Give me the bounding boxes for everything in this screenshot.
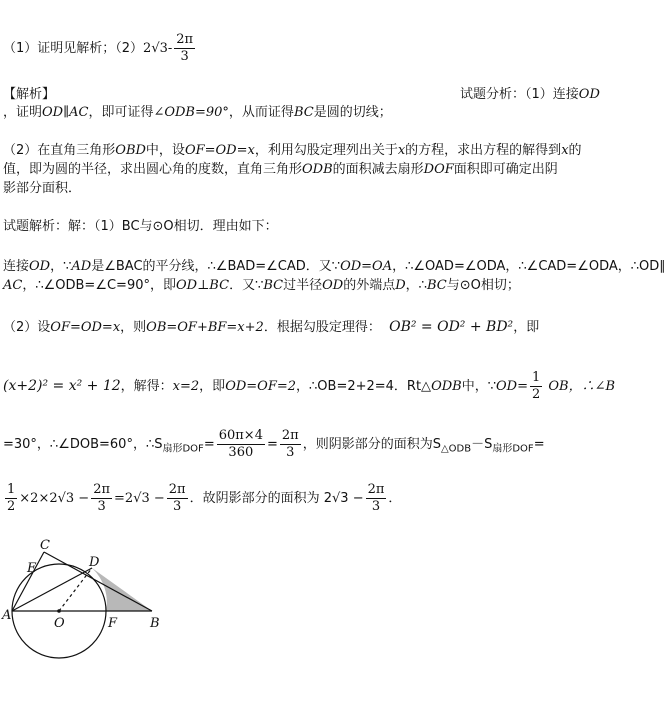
fin-b: =2√3 − <box>114 491 165 506</box>
answer-expr: 2√3- <box>143 41 173 56</box>
fin-f3-den: 3 <box>173 499 182 514</box>
s-p2d: OB=OF+BF=x+2 <box>146 320 264 335</box>
analysis-intro-text: 试题分析：（1）连接 <box>460 87 579 102</box>
solution-p2-line <box>3 318 539 337</box>
final-frac2 <box>91 482 112 515</box>
fin-f1-den: 2 <box>7 499 16 514</box>
answer-frac-den: 3 <box>180 49 189 64</box>
s-eq-h: 中，∵ <box>461 379 496 394</box>
a-p2-1c: 中，设 <box>145 143 185 158</box>
label-o: O <box>54 616 65 631</box>
fin-c: ．故阴影部分的面积为 2√3 − <box>189 491 364 506</box>
a-p2-2b: ODB <box>302 162 333 177</box>
fin-f2-den: 3 <box>97 499 106 514</box>
answer-part1: （1）证明见解析；（2） <box>3 41 144 56</box>
s-l3a: AC <box>3 278 23 293</box>
sector-res-den: 3 <box>286 445 295 460</box>
sector-result-fraction <box>280 428 301 461</box>
solution-eq-line <box>3 370 615 403</box>
s-eq-b: ，解得： <box>120 379 173 394</box>
s-l2a: 连接 <box>3 259 30 274</box>
a-p2-2c: 的面积减去扇形 <box>332 162 424 177</box>
a-p2-1f: x <box>397 143 406 158</box>
fin-f2-num: 2π <box>93 482 111 497</box>
sector-res-num: 2π <box>281 428 299 443</box>
final-frac4 <box>366 482 387 515</box>
analysis-tag-text: 【解析】 <box>3 87 56 102</box>
s-eq-i: OD= <box>495 379 528 394</box>
a-p2-2a: 值，即为圆的半径，求出圆心角的度数，直角三角形 <box>3 162 303 177</box>
a-p2-1d: OF=OD=x <box>184 143 255 158</box>
answer-fraction <box>174 32 195 65</box>
a-p2-1b: OBD <box>115 143 146 158</box>
analysis-p2-line2 <box>3 161 558 179</box>
s-l2g: ，∴∠OAD=∠ODA，∴∠CAD=∠ODA，∴OD∥ <box>392 259 666 274</box>
s-l3g: OD <box>322 278 344 293</box>
s-s-sub3: 扇形DOF <box>492 443 534 455</box>
label-a: A <box>2 608 12 623</box>
fin-f4-den: 3 <box>371 499 381 514</box>
s-l3c: OD⊥BC <box>176 278 230 293</box>
a-l2-a: ，证明 <box>3 105 43 120</box>
s-eq-j: OB，∴∠B <box>544 379 616 394</box>
label-b: B <box>150 616 160 631</box>
s-l3h: 的外端点 <box>343 278 396 293</box>
s-l3f: 过半径 <box>283 278 323 293</box>
a-l2-d: ∠ODB=90° <box>153 105 229 120</box>
half-num: 1 <box>531 370 541 385</box>
solution-sector-line <box>3 428 545 461</box>
final-half-fraction <box>5 482 17 515</box>
s-l3b: ，∴∠ODB=∠C=90°，即 <box>22 278 176 293</box>
half-fraction <box>530 370 542 403</box>
s-p2c: ，则 <box>120 320 147 335</box>
fin-a: ×2×2√3 − <box>19 491 90 506</box>
s-eq-e: OD=OF=2 <box>225 379 297 394</box>
s-eq-a: (x+2)² = x² + 12 <box>3 378 121 394</box>
s-s-e: －S <box>471 437 493 452</box>
s-s-sub2: △ODB <box>440 443 472 455</box>
s-p2e: ．根据勾股定理得： <box>263 320 381 335</box>
s-l3e: BC <box>263 278 284 293</box>
a-p2-3: 影部分面积． <box>3 181 82 196</box>
answer-frac-num: 2π <box>176 32 194 47</box>
solution-line2 <box>3 258 666 276</box>
s-l2f: OD=OA <box>340 259 393 274</box>
s-eq-c: x=2 <box>172 379 200 394</box>
sector-frac-num: 60π×4 <box>218 428 263 443</box>
label-f: F <box>108 616 118 631</box>
s-l3k: BC <box>426 278 447 293</box>
sector-frac-den: 360 <box>228 445 254 460</box>
s-l2c: ，∵ <box>50 259 72 274</box>
line-od <box>59 568 92 611</box>
a-l2-b: OD∥AC <box>42 105 89 120</box>
a-l2-c: ，即可证得 <box>88 105 154 120</box>
analysis-line2 <box>3 104 392 122</box>
s-l3l: 与⊙O相切； <box>446 278 520 293</box>
s-l3j: ，∴ <box>405 278 427 293</box>
s-p2f: ，即 <box>513 320 540 335</box>
s-eq-d: ，即 <box>199 379 226 394</box>
s-l3i: D <box>395 278 406 293</box>
geometry-figure <box>0 535 180 655</box>
fin-d: ． <box>388 491 402 506</box>
s-p2a: （2）设 <box>3 320 51 335</box>
s-eq-g: ODB <box>431 379 462 394</box>
fin-f1-num: 1 <box>7 482 16 497</box>
s-s-d: ，则阴影部分的面积为S <box>302 437 441 452</box>
label-c: C <box>40 538 50 553</box>
a-p2-1a: （2）在直角三角形 <box>3 143 116 158</box>
final-frac3 <box>167 482 188 515</box>
s-l2b: OD <box>29 259 51 274</box>
a-p2-2e: 面积即可确定出阴 <box>453 162 558 177</box>
point-o <box>57 609 61 613</box>
s-l1: 试题解析：解：（1）BC与⊙O相切．理由如下： <box>3 219 278 234</box>
sector-fraction <box>217 428 265 461</box>
a-p2-1e: ，利用勾股定理列出关于 <box>254 143 398 158</box>
a-l2-f: BC <box>293 105 314 120</box>
s-s-b: = <box>203 437 215 452</box>
analysis-intro <box>460 86 600 104</box>
s-s-c: = <box>266 437 278 452</box>
s-l2d: AD <box>71 259 92 274</box>
a-p2-1h: x <box>561 143 569 158</box>
s-s-a: =30°，∴∠DOB=60°，∴S <box>3 437 163 452</box>
s-s-sub: 扇形DOF <box>162 443 204 455</box>
analysis-intro-od: OD <box>578 87 600 102</box>
solution-line3 <box>3 277 520 295</box>
half-den: 2 <box>531 387 541 402</box>
label-d: D <box>89 555 100 570</box>
solution-final-line <box>3 482 401 515</box>
solution-line1 <box>3 218 278 236</box>
a-l2-e: ，从而证得 <box>228 105 294 120</box>
a-p2-2d: DOF <box>423 162 454 177</box>
answer-line <box>3 32 197 65</box>
fin-f3-num: 2π <box>168 482 186 497</box>
s-l2e: 是∠BAC的平分线，∴∠BAD=∠CAD．又∵ <box>91 259 341 274</box>
s-s-f: = <box>533 437 545 452</box>
analysis-tag <box>3 86 55 104</box>
s-l3d: ．又∵ <box>229 278 264 293</box>
s-eq-f: ，∴OB=2+2=4．Rt△ <box>296 379 432 394</box>
a-p2-1i: 的 <box>568 143 582 158</box>
s-p2-eq: OB² = OD² + BD² <box>389 319 514 335</box>
s-p2b: OF=OD=x <box>50 320 121 335</box>
a-p2-1g: 的方程，求出方程的解得到 <box>405 143 562 158</box>
analysis-p2-line3 <box>3 180 81 198</box>
analysis-p2-line1 <box>3 142 582 160</box>
fin-f4-num: 2π <box>367 482 385 497</box>
a-l2-g: 是圆的切线； <box>313 105 392 120</box>
label-e: E <box>27 561 37 576</box>
